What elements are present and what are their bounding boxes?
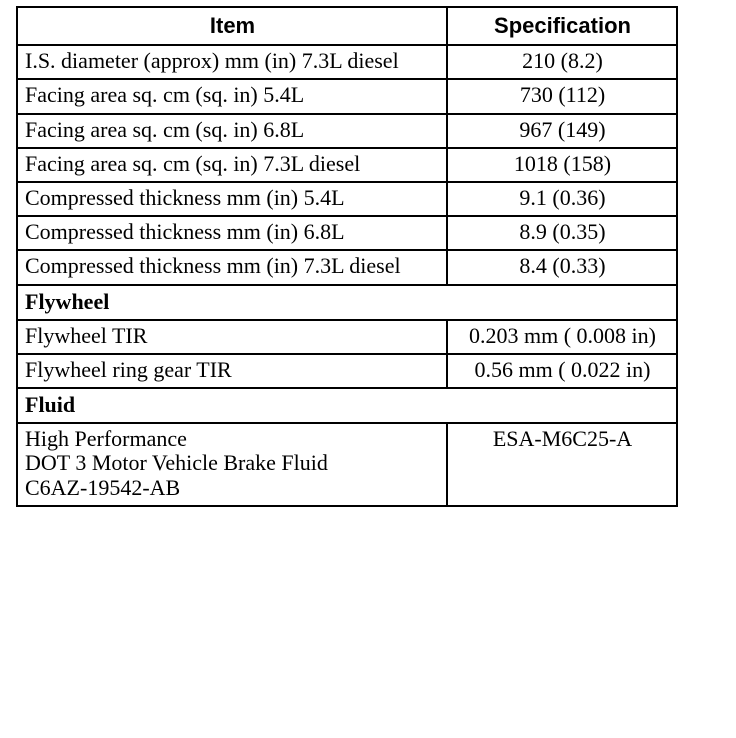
row-item: Compressed thickness mm (in) 7.3L diesel: [17, 250, 447, 284]
section-row-fluid: [17, 388, 677, 423]
fluid-item-line: C6AZ-19542-AB: [25, 474, 181, 500]
table-row: [17, 423, 677, 506]
row-item: Compressed thickness mm (in) 5.4L: [17, 182, 447, 216]
row-item: I.S. diameter (approx) mm (in) 7.3L diesel: [17, 45, 447, 79]
fluid-item-line: DOT 3 Motor Vehicle Brake Fluid: [25, 450, 328, 476]
row-value: 967 (149): [447, 114, 677, 148]
row-value: 1018 (158): [447, 148, 677, 182]
table-row: [17, 45, 677, 79]
fluid-item-line: High Performance: [25, 426, 187, 452]
section-title: Fluid: [17, 388, 677, 423]
section-title: Flywheel: [17, 285, 677, 320]
row-item: [17, 423, 447, 506]
row-item: Compressed thickness mm (in) 6.8L: [17, 216, 447, 250]
row-value: 9.1 (0.36): [447, 182, 677, 216]
table-row: [17, 354, 677, 388]
header-item: Item: [17, 7, 447, 45]
section-row-flywheel: [17, 285, 677, 320]
row-value: 0.56 mm ( 0.022 in): [447, 354, 677, 388]
row-value: ESA-M6C25-A: [447, 423, 677, 506]
row-item: Facing area sq. cm (sq. in) 7.3L diesel: [17, 148, 447, 182]
specification-table: [16, 6, 678, 507]
row-value: 730 (112): [447, 79, 677, 113]
table-row: [17, 182, 677, 216]
row-item: Flywheel TIR: [17, 320, 447, 354]
header-row: [17, 7, 677, 45]
table-row: [17, 114, 677, 148]
table-row: [17, 250, 677, 284]
row-item: Facing area sq. cm (sq. in) 5.4L: [17, 79, 447, 113]
row-value: 8.4 (0.33): [447, 250, 677, 284]
row-item: Flywheel ring gear TIR: [17, 354, 447, 388]
row-value: 8.9 (0.35): [447, 216, 677, 250]
row-value: 0.203 mm ( 0.008 in): [447, 320, 677, 354]
table-row: [17, 216, 677, 250]
row-item: Facing area sq. cm (sq. in) 6.8L: [17, 114, 447, 148]
table-row: [17, 148, 677, 182]
row-value: 210 (8.2): [447, 45, 677, 79]
table-row: [17, 79, 677, 113]
table-row: [17, 320, 677, 354]
header-specification: Specification: [447, 7, 677, 45]
